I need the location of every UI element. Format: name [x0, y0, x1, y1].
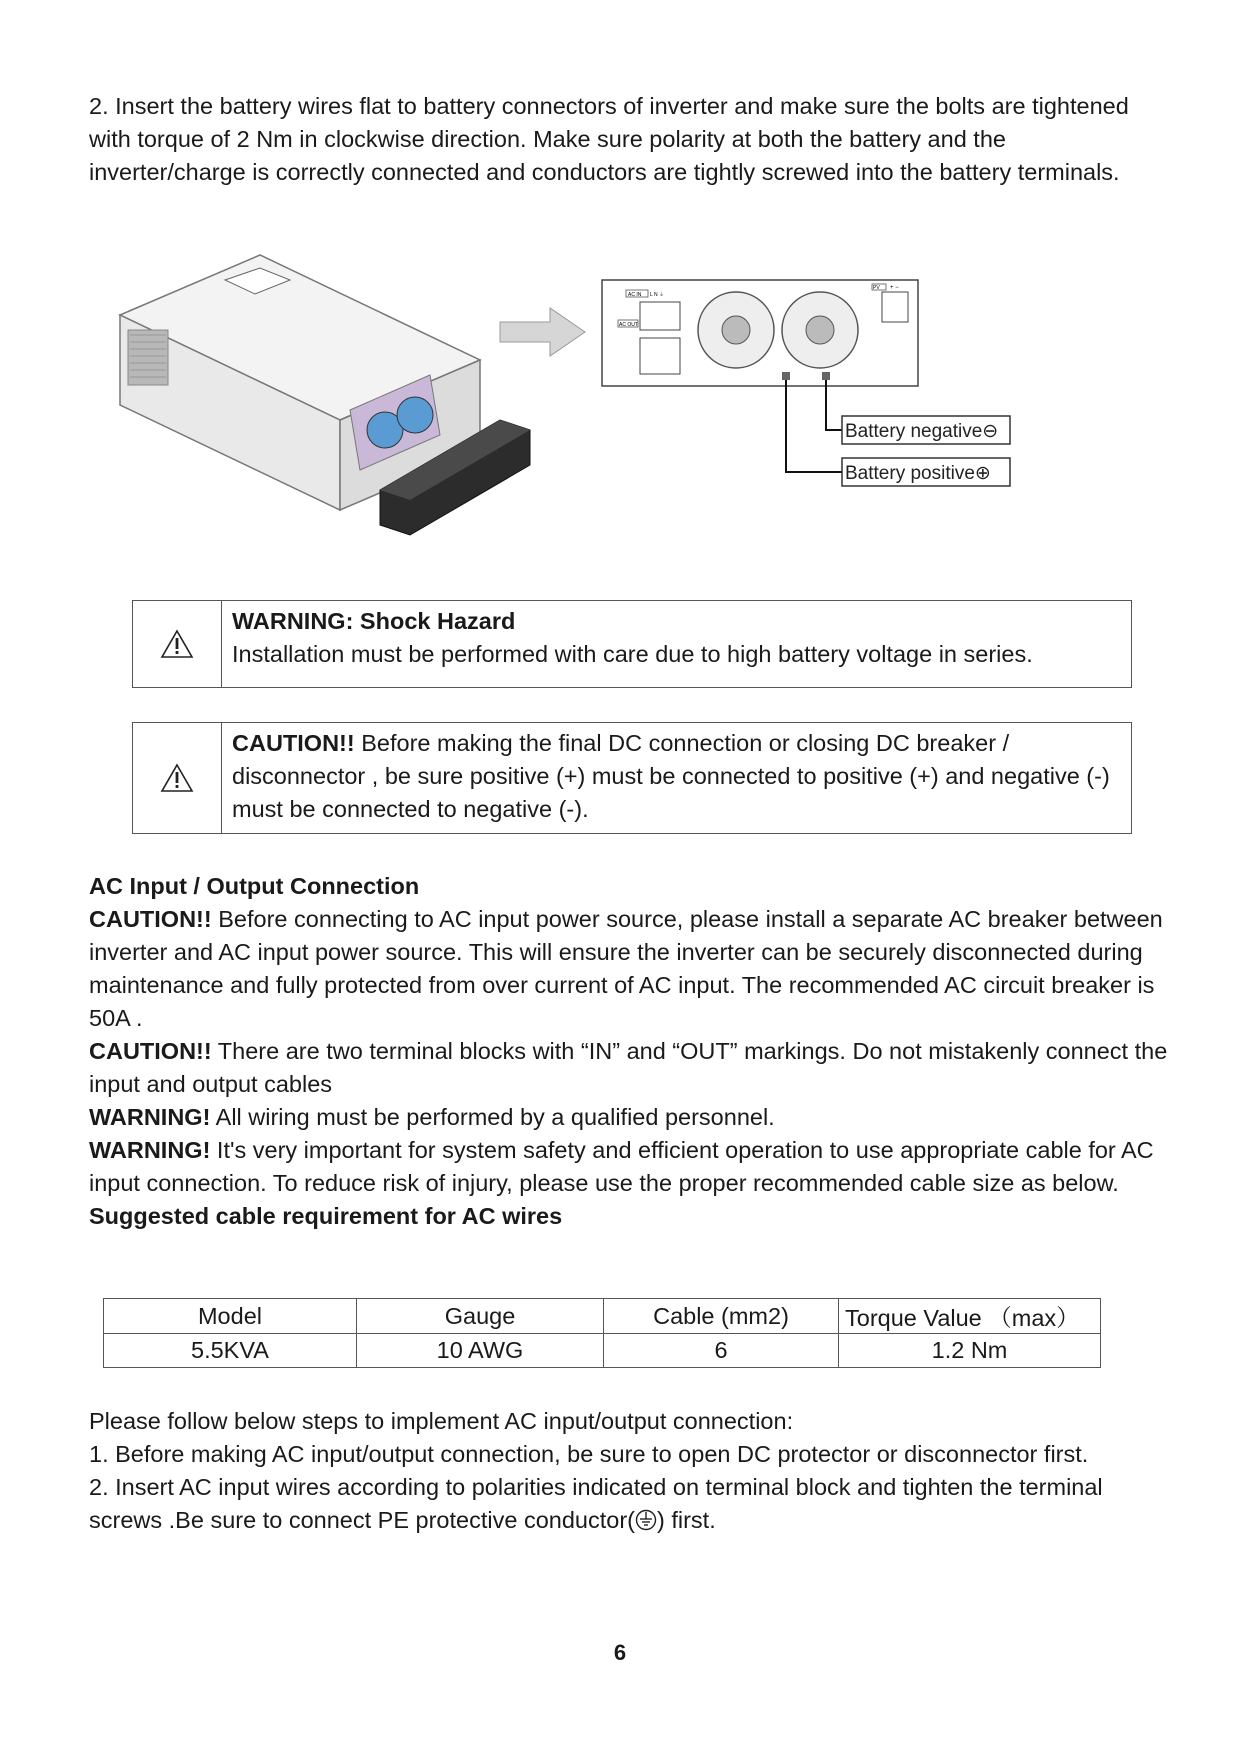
warning-paragraph-2 — [89, 1134, 1169, 1200]
caution-text-cell — [222, 723, 1131, 833]
warning-1-body: All wiring must be performed by a qualified personnel. — [210, 1104, 775, 1130]
pv-signs: + − — [890, 285, 899, 291]
warning-2-body: It's very important for system safety and efficient operation to use appropriate cable for AC input connection. To reduce risk of injury, please use the proper recommended cable size as below. — [89, 1137, 1154, 1196]
caution-paragraph-2 — [89, 1035, 1169, 1101]
ground-icon — [635, 1509, 657, 1531]
caution-1-body: Before connecting to AC input power source, please install a separate AC breaker between inverter and AC input power source. This will ensure the inverter can be securely disconnected during maintenance and fully protected from over current of AC input. The recommended AC circuit breaker is 50A . — [89, 906, 1163, 1031]
warning-triangle-icon — [160, 763, 194, 793]
table-row — [104, 1334, 1101, 1368]
ac-out-label: AC OUT — [619, 322, 638, 328]
warning-2-lead: WARNING! — [89, 1137, 211, 1163]
table-cell: 5.5KVA — [104, 1334, 357, 1368]
terminal-panel — [602, 280, 918, 386]
section-heading: AC Input / Output Connection — [89, 873, 420, 899]
table-header-cell: Gauge — [357, 1299, 604, 1334]
steps-intro: Please follow below steps to implement AC input/output connection: — [89, 1408, 794, 1434]
step-2 — [89, 1471, 1169, 1537]
step-2-text: 2. Insert AC input wires according to polarities indicated on terminal block and tighten the terminal screws .Be sure to connect PE protective conductor( — [89, 1474, 1103, 1533]
step-1: 1. Before making AC input/output connection, be sure to open DC protector or disconnector first. — [89, 1441, 1089, 1467]
ac-steps-section — [89, 1405, 1169, 1537]
direction-arrow — [500, 308, 585, 356]
table-header-cell: Model — [104, 1299, 357, 1334]
caution-body: Before making the final DC connection or closing DC breaker / disconnector , be sure positive (+) must be connected to positive (+) and negative (-) must be connected to negative (-). — [232, 730, 1110, 822]
caution-2-body: There are two terminal blocks with “IN” and “OUT” markings. Do not mistakenly connect the input and output cables — [89, 1038, 1168, 1097]
warning-text-cell — [222, 601, 1131, 687]
ac-in-letters: L N ⏚ — [650, 292, 664, 298]
intro-text: 2. Insert the battery wires flat to battery connectors of inverter and make sure the bolts are tightened with torque of 2 Nm in clockwise direction. Make sure polarity at both the battery and the inverter/charge is correctly connected and conductors are tightly screwed into the battery terminals. — [89, 93, 1129, 185]
ac-in-label: AC IN — [628, 292, 642, 298]
cable-requirement-table — [103, 1298, 1101, 1368]
battery-negative-label: Battery negative⊖ — [845, 421, 999, 442]
dc-caution-box — [132, 722, 1132, 834]
warning-1-lead: WARNING! — [89, 1104, 211, 1130]
table-header-row — [104, 1299, 1101, 1334]
warning-triangle-icon — [160, 629, 194, 659]
ac-connection-section — [89, 870, 1169, 1233]
warning-paragraph-1 — [89, 1101, 1169, 1134]
caution-icon-cell — [133, 723, 222, 833]
table-header-cell: Cable (mm2) — [604, 1299, 839, 1334]
inverter-illustration — [120, 250, 530, 535]
table-cell: 6 — [604, 1334, 839, 1368]
caution-lead: CAUTION!! — [232, 730, 355, 756]
warning-title: WARNING: Shock Hazard — [232, 608, 516, 634]
leader-lines — [786, 380, 842, 472]
step-2-end: ) first. — [656, 1507, 716, 1533]
shock-hazard-warning-box — [132, 600, 1132, 688]
intro-paragraph — [89, 90, 1169, 189]
page-number: 6 — [613, 1640, 627, 1665]
warning-body: Installation must be performed with care due to high battery voltage in series. — [232, 641, 1033, 667]
table-cell: 10 AWG — [357, 1334, 604, 1368]
battery-connection-figure — [100, 250, 1140, 550]
table-cell: 1.2 Nm — [839, 1334, 1101, 1368]
table-heading: Suggested cable requirement for AC wires — [89, 1203, 563, 1229]
caution-1-lead: CAUTION!! — [89, 906, 212, 932]
pv-label: PV — [873, 285, 880, 291]
caution-2-lead: CAUTION!! — [89, 1038, 212, 1064]
caution-paragraph-1 — [89, 903, 1169, 1035]
battery-positive-label: Battery positive⊕ — [845, 463, 991, 484]
table-header-cell: Torque Value （max） — [839, 1299, 1101, 1334]
warning-icon-cell — [133, 601, 222, 687]
